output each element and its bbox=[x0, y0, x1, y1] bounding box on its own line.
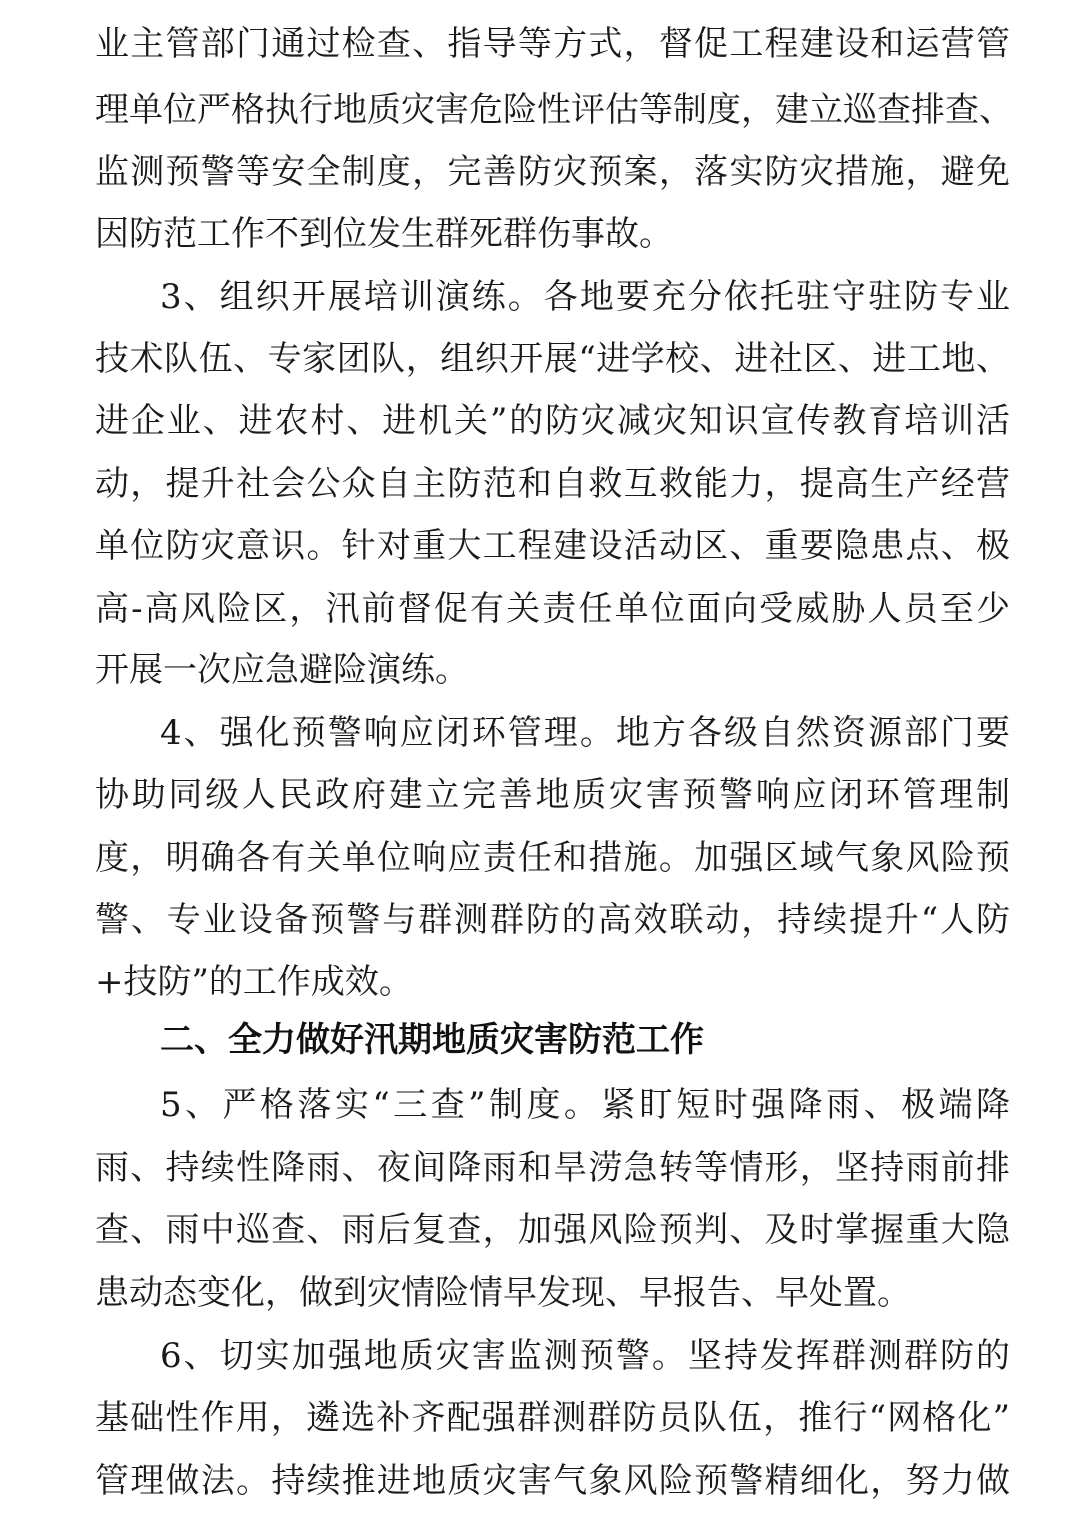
text-line: 因防范工作不到位发生群死群伤事故。 bbox=[95, 214, 673, 254]
paragraph-start-line: 6、切实加强地质灾害监测预警。坚持发挥群测群防的 bbox=[160, 1336, 1010, 1376]
section-heading: 二、全力做好汛期地质灾害防范工作 bbox=[160, 1020, 704, 1060]
text-line: 单位防灾意识。针对重大工程建设活动区、重要隐患点、极 bbox=[95, 526, 1010, 566]
text-line: 开展一次应急避险演练。 bbox=[95, 650, 469, 690]
text-line: 监测预警等安全制度，完善防灾预案，落实防灾措施，避免 bbox=[95, 152, 1010, 192]
paragraph-start-line: 4、强化预警响应闭环管理。地方各级自然资源部门要 bbox=[160, 713, 1010, 753]
text-line: 管理做法。持续推进地质灾害气象风险预警精细化，努力做 bbox=[95, 1461, 1010, 1501]
text-line: 业主管部门通过检查、指导等方式，督促工程建设和运营管 bbox=[95, 24, 1010, 64]
text-line: 警、专业设备预警与群测群防的高效联动，持续提升“人防 bbox=[95, 900, 1010, 940]
text-line: 查、雨中巡查、雨后复查，加强风险预判、及时掌握重大隐 bbox=[95, 1210, 1010, 1250]
text-line: 雨、持续性降雨、夜间降雨和旱涝急转等情形，坚持雨前排 bbox=[95, 1148, 1010, 1188]
text-line: 动，提升社会公众自主防范和自救互救能力，提高生产经营 bbox=[95, 464, 1010, 504]
paragraph-start-line: 5、严格落实“三查”制度。紧盯短时强降雨、极端降 bbox=[160, 1085, 1010, 1125]
text-line: 理单位严格执行地质灾害危险性评估等制度，建立巡查排查、 bbox=[95, 90, 1013, 130]
text-line: 高-高风险区，汛前督促有关责任单位面向受威胁人员至少 bbox=[95, 589, 1010, 629]
text-line: 进企业、进农村、进机关”的防灾减灾知识宣传教育培训活 bbox=[95, 401, 1010, 441]
text-line: +技防”的工作成效。 bbox=[95, 962, 413, 1002]
text-line: 患动态变化，做到灾情险情早发现、早报告、早处置。 bbox=[95, 1273, 911, 1313]
text-line: 协助同级人民政府建立完善地质灾害预警响应闭环管理制 bbox=[95, 775, 1010, 815]
text-line: 度，明确各有关单位响应责任和措施。加强区域气象风险预 bbox=[95, 838, 1010, 878]
paragraph-start-line: 3、组织开展培训演练。各地要充分依托驻守驻防专业 bbox=[160, 277, 1010, 317]
text-line: 基础性作用，遴选补齐配强群测群防员队伍，推行“网格化” bbox=[95, 1398, 1010, 1438]
text-line: 技术队伍、专家团队，组织开展“进学校、进社区、进工地、 bbox=[95, 339, 1010, 379]
